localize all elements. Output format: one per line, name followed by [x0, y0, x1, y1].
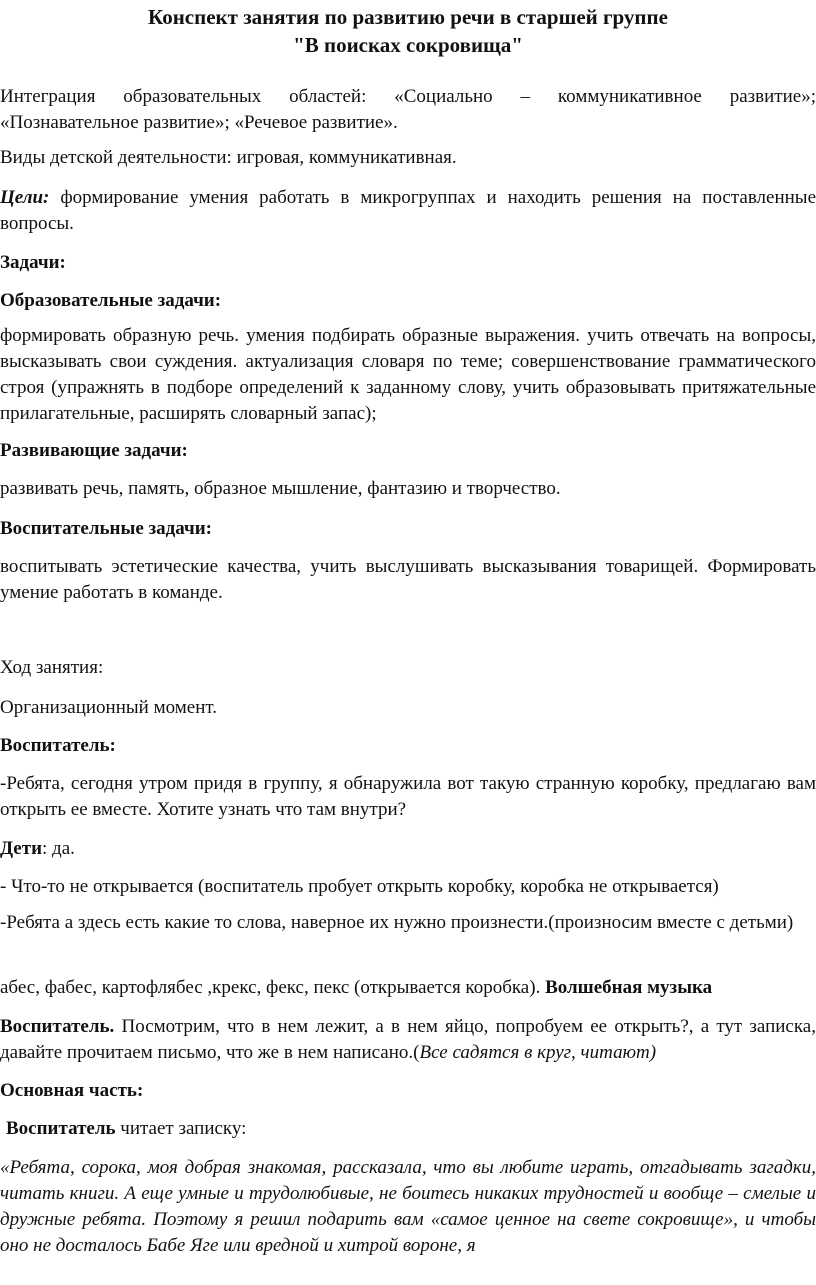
- teacher-reads-text: читает записку:: [115, 1118, 247, 1139]
- words-line: -Ребята а здесь есть какие то слова, наверное их нужно произнести.(произносим вместе с детьми): [0, 912, 794, 933]
- teacher-label-2: Воспитатель.: [0, 1016, 115, 1037]
- organizational-moment: Организационный момент.: [0, 697, 217, 718]
- teacher-reads-label: Воспитатель: [6, 1118, 116, 1139]
- spell-line: [0, 975, 816, 1001]
- teacher-reads-line: [0, 1116, 816, 1142]
- magic-music-label: Волшебная музыка: [545, 977, 713, 998]
- educational-tasks-heading: Образовательные задачи:: [0, 290, 222, 311]
- document-title-line-1: Конспект занятия по развитию речи в старшей группе: [148, 5, 668, 29]
- children-text: : да.: [42, 838, 75, 859]
- upbringing-tasks-heading: Воспитательные задачи:: [0, 518, 212, 539]
- goals-text: формирование умения работать в микрогруппах и находить решения на поставленные вопросы.: [0, 187, 816, 234]
- upbringing-tasks-text: воспитывать эстетические качества, учить выслушивать высказывания товарищей. Формировать умение работать в команде.: [0, 556, 816, 603]
- children-label: Дети: [0, 838, 43, 859]
- developmental-tasks-text: развивать речь, память, образное мышление, фантазию и творчество.: [0, 478, 561, 499]
- goals-paragraph: [0, 185, 816, 237]
- teacher-italic-2: Все садятся в круг, читают): [419, 1042, 657, 1063]
- document-title-line-2: "В поисках сокровища": [293, 33, 523, 57]
- developmental-tasks-heading: Развивающие задачи:: [0, 440, 188, 461]
- letter-text: «Ребята, сорока, моя добрая знакомая, рассказала, что вы любите играть, отгадывать загадки, читать книги. А еще умные и трудолюбивые, не боитесь никаких трудностей и вообще – смелые и дружные ребята. Поэтому я решил подарить вам «самое ценное на свете сокровище», и чтобы оно не досталось Бабе Яге или вредной и хитрой вороне, я: [0, 1157, 816, 1256]
- tasks-heading: Задачи:: [0, 252, 66, 273]
- goals-label: Цели:: [0, 187, 50, 208]
- teacher-speech: -Ребята, сегодня утром придя в группу, я обнаружила вот такую странную коробку, предлагаю вам открыть ее вместе. Хотите узнать что там внутри?: [0, 773, 816, 820]
- main-part-heading: Основная часть:: [0, 1080, 144, 1101]
- lesson-course-label: Ход занятия:: [0, 657, 104, 678]
- teacher-text-2: Посмотрим, что в нем лежит, а в нем яйцо, попробуем ее открыть?, а тут записка, давайте прочитаем письмо, что же в нем написано.(: [0, 1016, 816, 1063]
- spell-text: абес, фабес, картофлябес ,крекс, фекс, пекс (открывается коробка).: [0, 977, 546, 998]
- teacher-heading: Воспитатель:: [0, 735, 116, 756]
- activities-paragraph: Виды детской деятельности: игровая, коммуникативная.: [0, 147, 457, 168]
- box-line: - Что-то не открывается (воспитатель пробует открыть коробку, коробка не открывается): [0, 876, 719, 897]
- educational-tasks-text: формировать образную речь. умения подбирать образные выражения. учить отвечать на вопросы, высказывать свои суждения. актуализация словаря по теме; совершенствование грамматического строя (упражнять в подборе определений к заданному слову, учить образовывать притяжательные прилагательные, расширять словарный запас);: [0, 325, 816, 424]
- children-reply: [0, 836, 816, 862]
- integration-paragraph: Интеграция образовательных областей: «Социально – коммуникативное развитие»; «Познавательное развитие»; «Речевое развитие».: [0, 86, 816, 133]
- teacher-paragraph-2: [0, 1014, 816, 1066]
